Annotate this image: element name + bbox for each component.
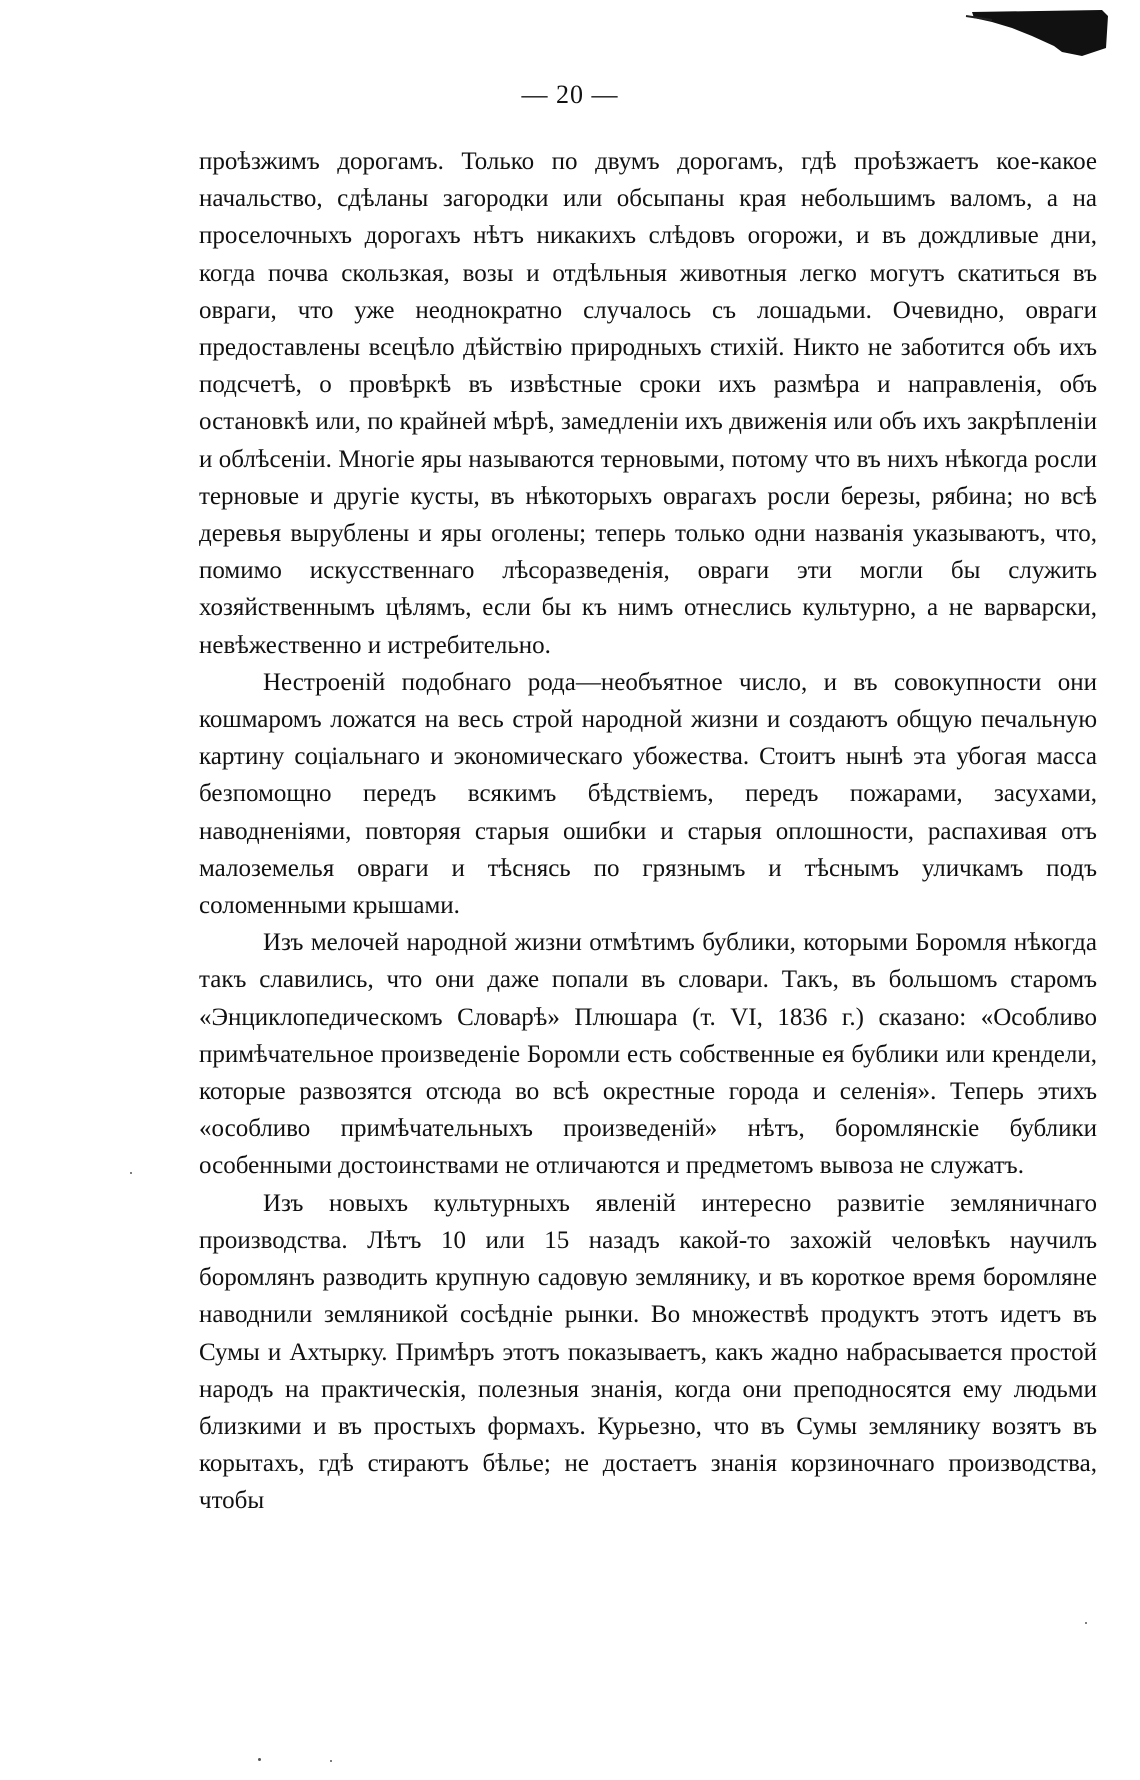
scan-speck bbox=[130, 1172, 132, 1174]
paragraph-4: Изъ новыхъ культурныхъ явленій интересно развитіе земляничнаго производства. Лѣтъ 10 или 15 назадъ какой-то захожій человѣкъ научилъ боромлянъ разводить крупную садовую землянику, и въ короткое время боромляне наводнили земляникой сосѣдніе рынки. Во множествѣ продуктъ этотъ идетъ въ Сумы и Ахтырку. Примѣръ этотъ показываетъ, какъ жадно набрасывается простой народъ на практическія, полезныя знанія, когда они преподносятся ему людьми близкими и въ простыхъ формахъ. Курьезно, что въ Сумы землянику возятъ въ корытахъ, гдѣ стираютъ бѣлье; не достаетъ знанія корзиночнаго производства, чтобы bbox=[199, 1189, 1097, 1515]
scan-speck bbox=[258, 1758, 261, 1761]
scan-speck bbox=[1085, 1622, 1087, 1624]
paragraph-2: Нестроеній подобнаго рода—необъятное число, и въ совокупности они кошмаромъ ложатся на весь строй народной жизни и создаютъ общую печальную картину соціальнаго и экономическаго убожества. Стоитъ нынѣ эта убогая масса безпомощно передъ всякимъ бѣдствіемъ, передъ пожарами, засухами, наводненіями, повторяя старыя ошибки и старыя оплошности, распахивая отъ малоземелья овраги и тѣснясь по грязнымъ и тѣснымъ уличкамъ подъ соломенными крышами. bbox=[199, 668, 1097, 920]
paragraph-1: проѣзжимъ дорогамъ. Только по двумъ дорогамъ, гдѣ проѣзжаетъ кое-какое начальство, сдѣланы загородки или обсыпаны края небольшимъ валомъ, а на проселочныхъ дорогахъ нѣтъ никакихъ слѣдовъ огорожи, и въ дождливые дни, когда почва скользкая, возы и отдѣльныя животныя легко могутъ скатиться въ овраги, что уже неоднократно случалось съ лошадьми. Очевидно, овраги предоставлены всецѣло дѣйствію природныхъ стихій. Никто не заботится объ ихъ подсчетѣ, о провѣркѣ въ извѣстные сроки ихъ размѣра и направленія, объ остановкѣ или, по крайней мѣрѣ, замедленіи ихъ движенія или объ ихъ закрѣпленіи и облѣсеніи. Многіе яры называются терновыми, потому что въ нихъ нѣкогда росли терновые и другіе кусты, въ нѣкоторыхъ оврагахъ росли березы, рябина; но всѣ деревья вырублены и яры оголены; теперь только одни названія указываютъ, что, помимо искусственнаго лѣсоразведенія, овраги эти могли бы служить хозяйственнымъ цѣлямъ, если бы къ нимъ отнеслись культурно, а не варварски, невѣжественно и истребительно. bbox=[199, 148, 1097, 659]
page-number: — 20 — bbox=[521, 80, 619, 109]
paragraph-3: Изъ мелочей народной жизни отмѣтимъ бублики, которыми Боромля нѣкогда такъ славились, что они даже попали въ словари. Такъ, въ большомъ старомъ «Энциклопедическомъ Словарѣ» Плюшара (т. VI, 1836 г.) сказано: «Особливо примѣчательное произведеніе Боромли есть собственные ея бублики или крендели, которые развозятся отсюда во всѣ окрестные города и селенія». Теперь этихъ «особливо примѣчательныхъ произведеній» нѣтъ, боромлянскіе бублики особенными достоинствами не отличаются и предметомъ вывоза не служатъ. bbox=[199, 929, 1097, 1180]
ink-blot-mark bbox=[962, 6, 1112, 66]
body-text bbox=[199, 143, 1097, 1520]
scan-speck bbox=[330, 1760, 332, 1762]
